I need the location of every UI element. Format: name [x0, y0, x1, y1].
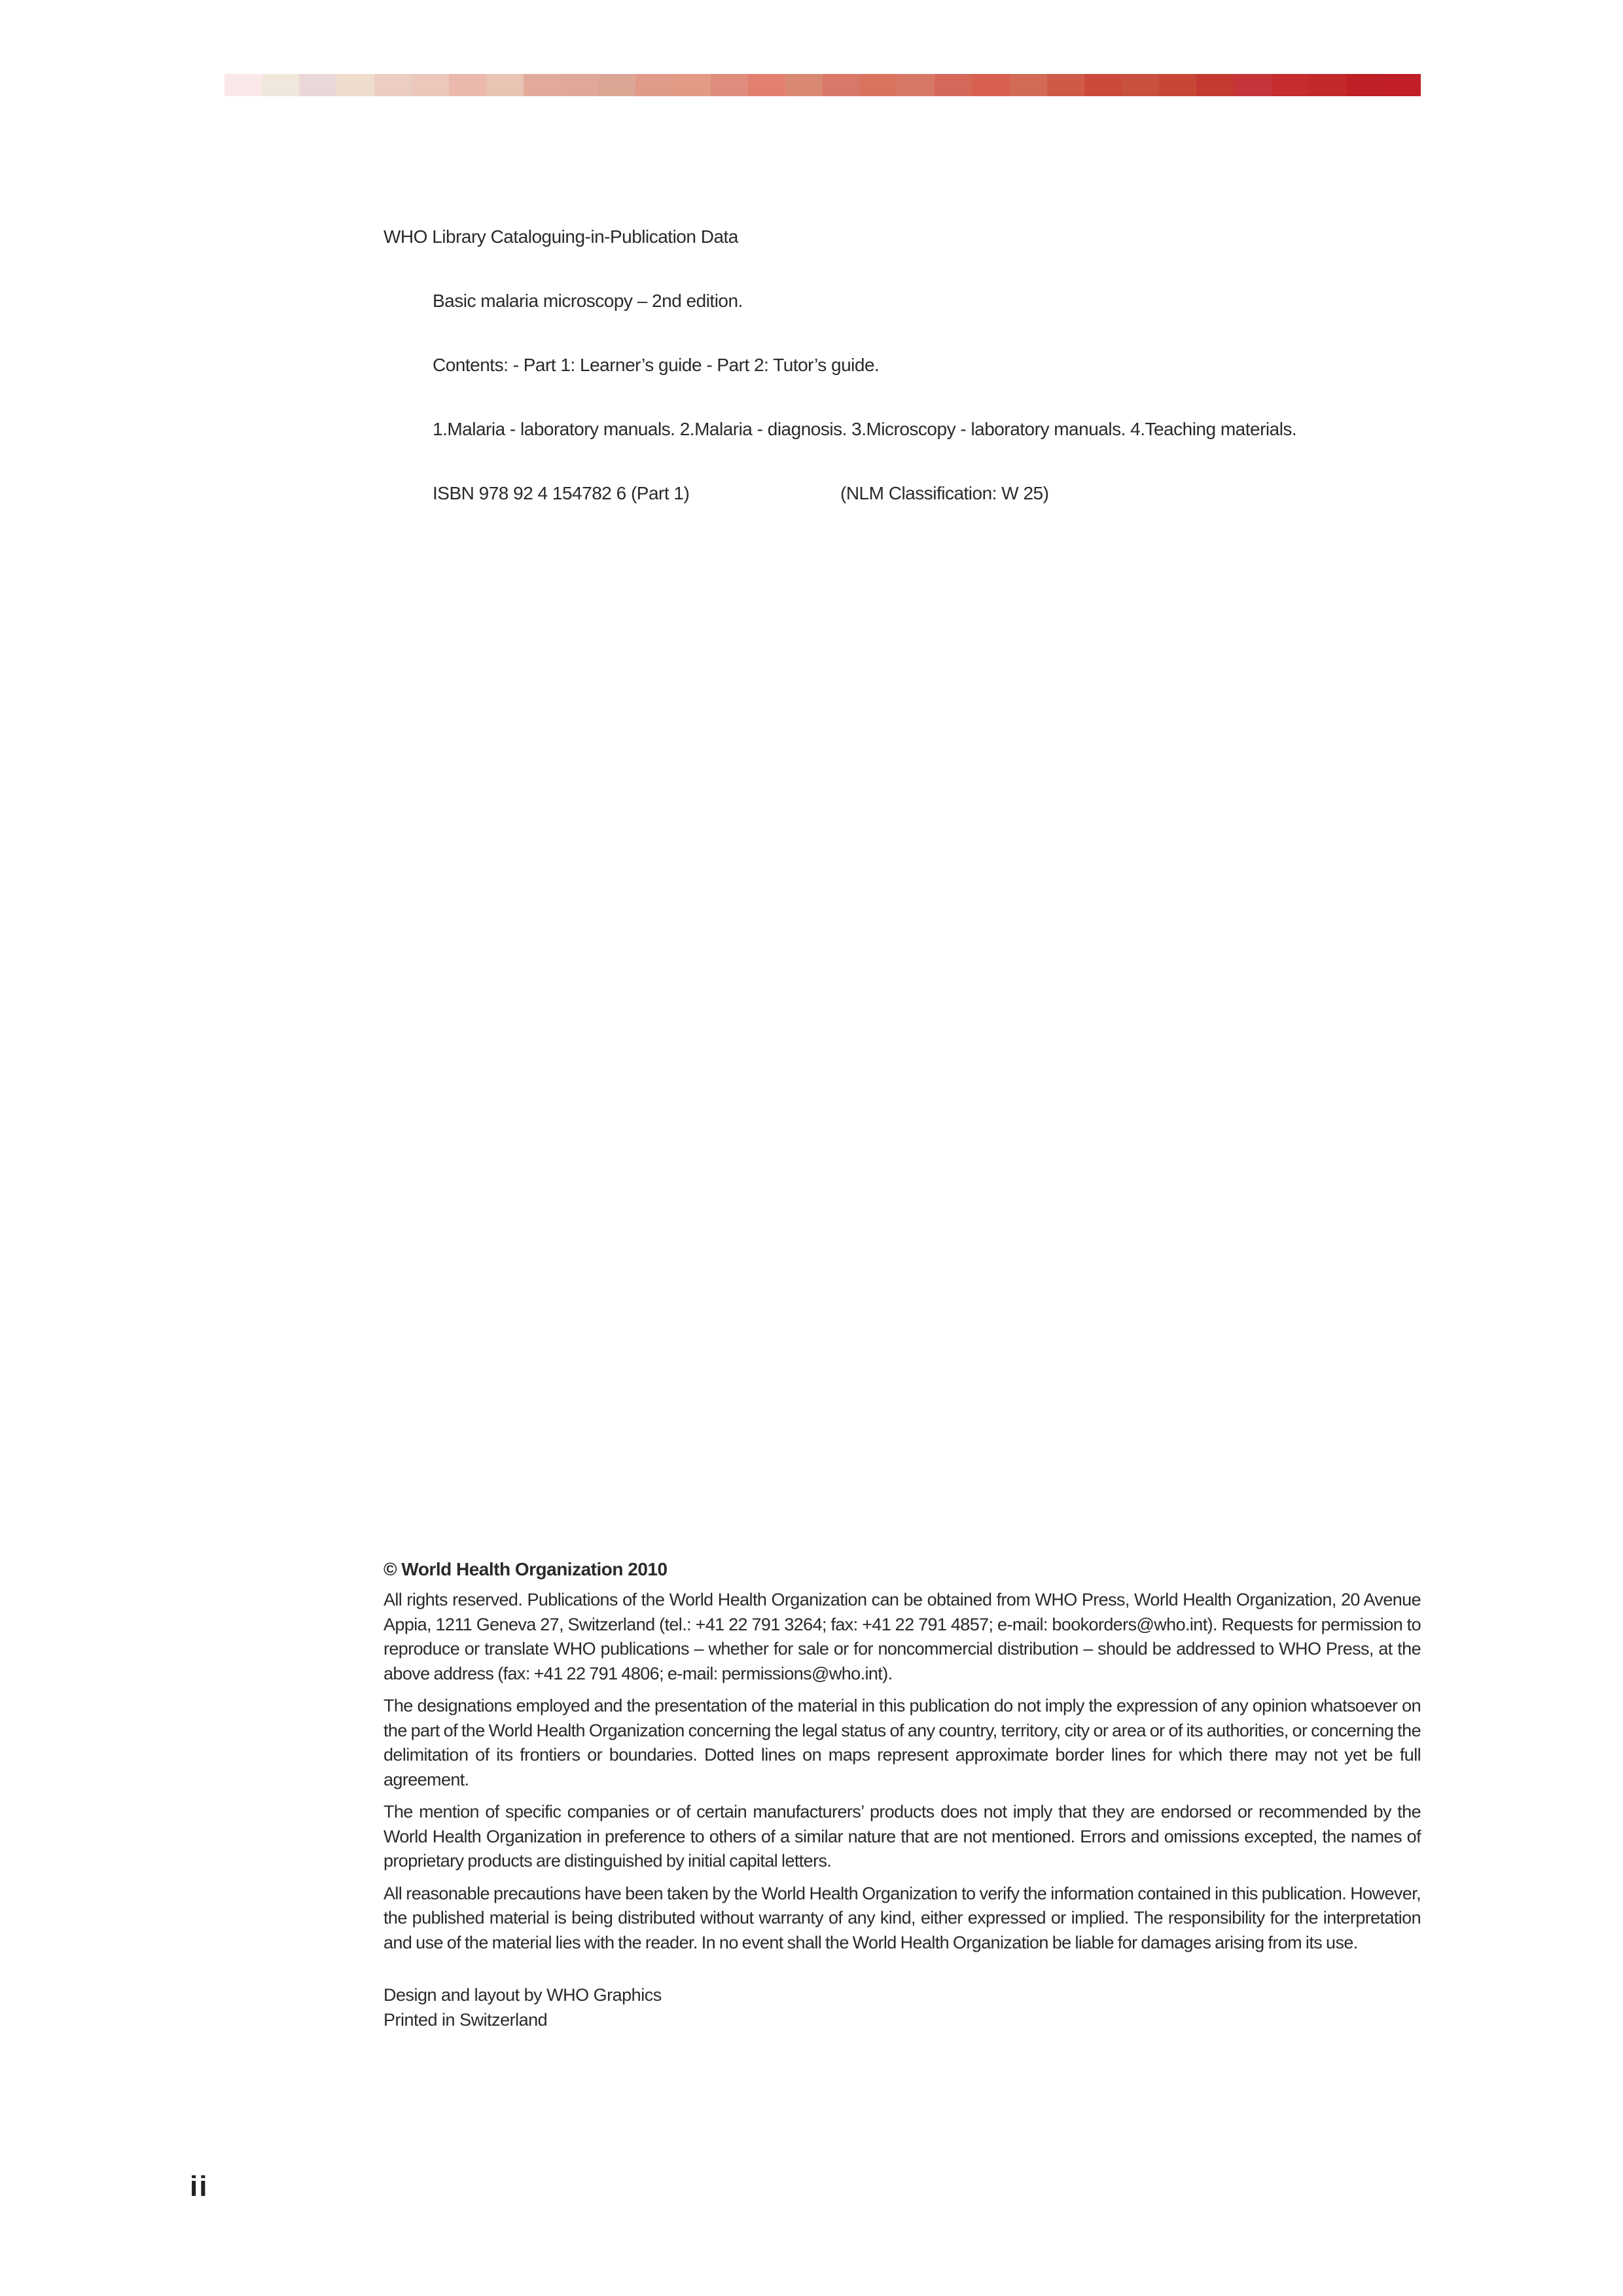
designations-paragraph: The designations employed and the presentation of the material in this publication do not imply the expression of any opinion whatsoever on the part of the World Health Organization concerning the legal status of any country, territory, city or area or of its authorities, or concerning the delimitation of its frontiers or boundaries. Dotted lines on maps represent approximate border lines for which there may not yet be full agreement. — [383, 1696, 1421, 1789]
color-bar-segment — [860, 74, 897, 96]
cip-heading: WHO Library Cataloguing-in-Publication Data — [383, 226, 738, 247]
color-bar-segment — [635, 74, 673, 96]
color-bar-segment — [412, 74, 449, 96]
cip-subjects-line: 1.Malaria - laboratory manuals. 2.Malaria - diagnosis. 3.Microscopy - laboratory manuals. 4.Teaching materials. — [433, 419, 1297, 439]
credits — [383, 1982, 1421, 2032]
precautions-paragraph: All reasonable precautions have been taken by the World Health Organization to verify the information contained in this publication. However, the published material is being distributed without warranty of any kind, either expressed or implied. The responsibility for the interpretation and use of the material lies with the reader. In no event shall the World Health Organization be liable for damages arising from its use. — [383, 1883, 1421, 1952]
color-bar-segment — [1346, 74, 1383, 96]
color-bar-segment — [262, 74, 299, 96]
color-bar-segment — [1122, 74, 1159, 96]
color-bar-segment — [561, 74, 598, 96]
color-bar-segment — [1309, 74, 1346, 96]
isbn-text: ISBN 978 92 4 154782 6 (Part 1) — [433, 483, 690, 503]
mention-paragraph: The mention of specific companies or of certain manufacturers’ products does not imply that they are endorsed or recommended by the World Health Organization in preference to others of a similar nature that are not mentioned. Errors and omissions excepted, the names of proprietary products are distinguished by initial capital letters. — [383, 1802, 1421, 1871]
color-bar-segment — [1383, 74, 1421, 96]
color-bar-segment — [1047, 74, 1084, 96]
cip-contents-line: Contents: - Part 1: Learner’s guide - Part 2: Tutor’s guide. — [433, 355, 880, 375]
color-bar-segment — [1084, 74, 1122, 96]
cip-title-line: Basic malaria microscopy – 2nd edition. — [433, 291, 743, 311]
color-bar-segment — [449, 74, 486, 96]
color-bar-segment — [1272, 74, 1309, 96]
color-bar-segment — [486, 74, 524, 96]
color-bar-segment — [823, 74, 860, 96]
rights-paragraph: All rights reserved. Publications of the World Health Organization can be obtained from WHO Press, World Health Organization, 20 Avenue Appia, 1211 Geneva 27, Switzerland (tel.: +41 22 791 3264; fax: +41 22 791 4857; e-mail: bookorders@who.int). Requests for permission to reproduce or translate WHO publications – whether for sale or for noncommercial distribution – should be addressed to WHO Press, at the above address (fax: +41 22 791 4806; e-mail: permissions@who.int). — [383, 1590, 1421, 1683]
color-bar-segment — [299, 74, 336, 96]
color-bar-segment — [524, 74, 561, 96]
color-bar-segment — [1234, 74, 1271, 96]
color-bar-segment — [374, 74, 412, 96]
color-bar-segment — [1159, 74, 1196, 96]
cip-isbn-row — [383, 480, 1431, 507]
color-bar-segment — [748, 74, 785, 96]
color-bar-segment — [935, 74, 972, 96]
cataloguing-in-publication-block — [383, 224, 1431, 507]
color-bar-segment — [785, 74, 823, 96]
color-bar-segment — [598, 74, 635, 96]
page-number: ii — [190, 2170, 209, 2202]
color-bar-segment — [711, 74, 748, 96]
design-credit: Design and layout by WHO Graphics — [383, 1985, 662, 2005]
color-bar-segment — [673, 74, 711, 96]
color-bar-segment — [1196, 74, 1234, 96]
color-bar-segment — [224, 74, 262, 96]
decorative-color-bar — [224, 74, 1421, 96]
color-bar-segment — [1010, 74, 1047, 96]
nlm-classification: (NLM Classification: W 25) — [840, 483, 1049, 503]
printed-location: Printed in Switzerland — [383, 2010, 548, 2030]
color-bar-segment — [897, 74, 935, 96]
color-bar-segment — [336, 74, 374, 96]
legal-notice-block — [383, 1556, 1421, 2032]
copyright-line: © World Health Organization 2010 — [383, 1559, 668, 1579]
color-bar-segment — [972, 74, 1010, 96]
